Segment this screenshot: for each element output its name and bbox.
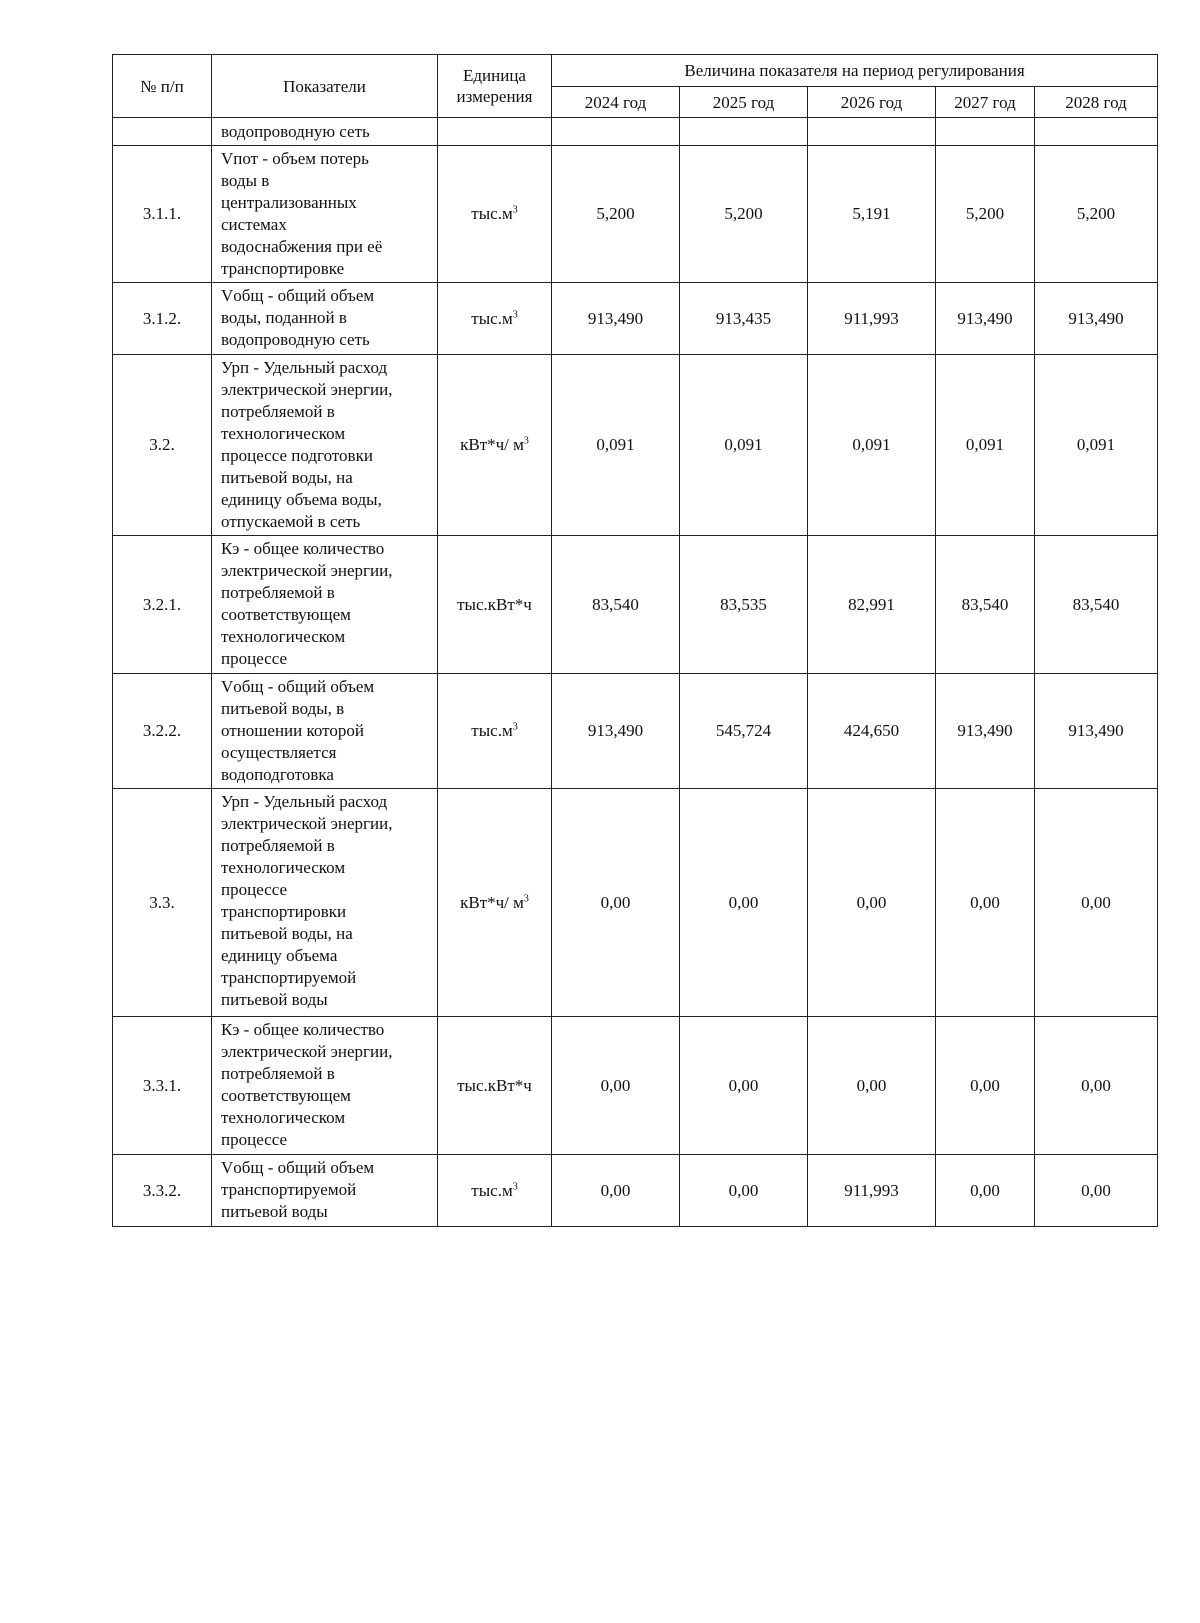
- row-value-2024: 0,00: [552, 1017, 680, 1155]
- row-value-2028: 83,540: [1035, 536, 1158, 674]
- row-unit: [438, 1017, 552, 1155]
- row-value-2028: 913,490: [1035, 283, 1158, 355]
- row-indicator: [212, 1155, 438, 1227]
- row-value-2024: 913,490: [552, 283, 680, 355]
- row-indicator: [212, 536, 438, 674]
- row-value-2028: 0,091: [1035, 355, 1158, 536]
- row-value-2026: 911,993: [808, 1155, 936, 1227]
- row-unit-text: кВт*ч/ м: [460, 892, 524, 912]
- row-value-2024: 913,490: [552, 674, 680, 789]
- row-value-2025: [680, 118, 808, 146]
- row-indicator: [212, 118, 438, 146]
- table-row: [113, 283, 1158, 355]
- row-value-2025: 0,091: [680, 355, 808, 536]
- row-unit-superscript: 3: [523, 435, 529, 447]
- row-value-2028: 0,00: [1035, 1155, 1158, 1227]
- table-row: [113, 789, 1158, 1017]
- table-row: [113, 1155, 1158, 1227]
- row-unit: [438, 536, 552, 674]
- row-indicator-text: Урп - Удельный расход электрической энергии, потребляемой в технологическом процессе подготовки питьевой воды, на единицу объема воды, отпускаемой в сеть: [221, 358, 393, 531]
- row-indicator-text: Vобщ - общий объем транспортируемой питьевой воды: [221, 1158, 375, 1221]
- table-body: [113, 118, 1158, 1227]
- header-unit: [438, 55, 552, 118]
- table-row: [113, 355, 1158, 536]
- row-value-2026: 5,191: [808, 146, 936, 283]
- header-year: 2025 год: [680, 87, 808, 118]
- row-indicator: [212, 789, 438, 1017]
- row-unit-text: тыс.кВт*ч: [457, 1075, 532, 1095]
- row-value-2025: 0,00: [680, 1155, 808, 1227]
- row-unit-superscript: 3: [523, 892, 529, 904]
- row-value-2027: 83,540: [936, 536, 1035, 674]
- row-indicator: [212, 146, 438, 283]
- row-value-2024: 0,00: [552, 1155, 680, 1227]
- row-value-2028: 5,200: [1035, 146, 1158, 283]
- row-indicator-text: Vобщ - общий объем воды, поданной в водопроводную сеть: [221, 286, 375, 349]
- row-unit: [438, 1155, 552, 1227]
- row-number: 3.3.1.: [113, 1017, 212, 1155]
- row-number: 3.2.: [113, 355, 212, 536]
- row-value-2027: 0,00: [936, 1017, 1035, 1155]
- header-unit-label: Единица измерения: [456, 66, 533, 106]
- row-value-2026: 82,991: [808, 536, 936, 674]
- row-indicator-text: Vпот - объем потерь воды в централизованных системах водоснабжения при её транспортировке: [221, 149, 383, 278]
- row-value-2026: 911,993: [808, 283, 936, 355]
- table-row: [113, 146, 1158, 283]
- row-unit-text: тыс.м: [471, 1180, 513, 1200]
- row-indicator-text: Кэ - общее количество электрической энергии, потребляемой в соответствующем технологическом процессе: [221, 539, 393, 668]
- row-value-2024: 0,00: [552, 789, 680, 1017]
- row-number: 3.1.2.: [113, 283, 212, 355]
- row-value-2027: 5,200: [936, 146, 1035, 283]
- row-value-2027: 913,490: [936, 674, 1035, 789]
- table-row: [113, 674, 1158, 789]
- row-value-2026: 0,00: [808, 789, 936, 1017]
- row-unit-text: тыс.м: [471, 204, 513, 223]
- row-indicator: [212, 1017, 438, 1155]
- row-indicator-text: Vобщ - общий объем питьевой воды, в отношении которой осуществляется водоподготовка: [221, 677, 375, 784]
- header-period: Величина показателя на период регулирования: [552, 55, 1158, 87]
- row-indicator: [212, 674, 438, 789]
- row-unit: [438, 355, 552, 536]
- row-indicator: [212, 355, 438, 536]
- row-value-2024: [552, 118, 680, 146]
- row-unit: [438, 789, 552, 1017]
- indicators-table: [112, 54, 1158, 1227]
- table-row: [113, 1017, 1158, 1155]
- row-unit-superscript: 3: [512, 721, 518, 733]
- row-number: 3.2.1.: [113, 536, 212, 674]
- row-number: 3.3.2.: [113, 1155, 212, 1227]
- row-unit: [438, 118, 552, 146]
- row-indicator: [212, 283, 438, 355]
- row-value-2027: 0,091: [936, 355, 1035, 536]
- row-value-2026: [808, 118, 936, 146]
- table-row: [113, 536, 1158, 674]
- row-value-2025: 5,200: [680, 146, 808, 283]
- row-unit-text: тыс.м: [471, 308, 513, 328]
- row-indicator-text: Кэ - общее количество электрической энергии, потребляемой в соответствующем технологическом процессе: [221, 1020, 393, 1149]
- row-value-2027: 0,00: [936, 1155, 1035, 1227]
- row-indicator-text: водопроводную сеть: [221, 121, 370, 141]
- row-unit: [438, 674, 552, 789]
- row-value-2028: 913,490: [1035, 674, 1158, 789]
- table-row: [113, 118, 1158, 146]
- row-number: 3.3.: [113, 789, 212, 1017]
- row-value-2028: [1035, 118, 1158, 146]
- row-unit: [438, 146, 552, 283]
- row-number: 3.2.2.: [113, 674, 212, 789]
- row-value-2024: 83,540: [552, 536, 680, 674]
- row-unit: [438, 283, 552, 355]
- row-value-2025: 83,535: [680, 536, 808, 674]
- row-value-2027: 0,00: [936, 789, 1035, 1017]
- row-value-2027: [936, 118, 1035, 146]
- header-year: 2027 год: [936, 87, 1035, 118]
- row-value-2026: 0,00: [808, 1017, 936, 1155]
- row-unit-superscript: 3: [512, 308, 518, 320]
- row-value-2028: 0,00: [1035, 789, 1158, 1017]
- row-unit-superscript: 3: [512, 204, 518, 216]
- row-value-2025: 0,00: [680, 789, 808, 1017]
- row-unit-text: тыс.м: [471, 721, 513, 740]
- row-value-2025: 913,435: [680, 283, 808, 355]
- header-indicator: Показатели: [212, 55, 438, 118]
- row-number: 3.1.1.: [113, 146, 212, 283]
- row-indicator-text: Урп - Удельный расход электрической энергии, потребляемой в технологическом процессе транспортировки питьевой воды, на единицу объема транспортируемой питьевой воды: [221, 792, 393, 1009]
- row-value-2026: 424,650: [808, 674, 936, 789]
- row-value-2028: 0,00: [1035, 1017, 1158, 1155]
- row-unit-text: кВт*ч/ м: [460, 435, 524, 454]
- row-value-2025: 0,00: [680, 1017, 808, 1155]
- header-year: 2026 год: [808, 87, 936, 118]
- row-value-2026: 0,091: [808, 355, 936, 536]
- row-value-2025: 545,724: [680, 674, 808, 789]
- row-value-2024: 0,091: [552, 355, 680, 536]
- row-value-2027: 913,490: [936, 283, 1035, 355]
- row-number: [113, 118, 212, 146]
- header-year: 2028 год: [1035, 87, 1158, 118]
- row-unit-superscript: 3: [512, 1180, 518, 1192]
- row-unit-text: тыс.кВт*ч: [457, 594, 532, 614]
- table-header: [113, 55, 1158, 118]
- header-num: № п/п: [113, 55, 212, 118]
- header-year: 2024 год: [552, 87, 680, 118]
- row-value-2024: 5,200: [552, 146, 680, 283]
